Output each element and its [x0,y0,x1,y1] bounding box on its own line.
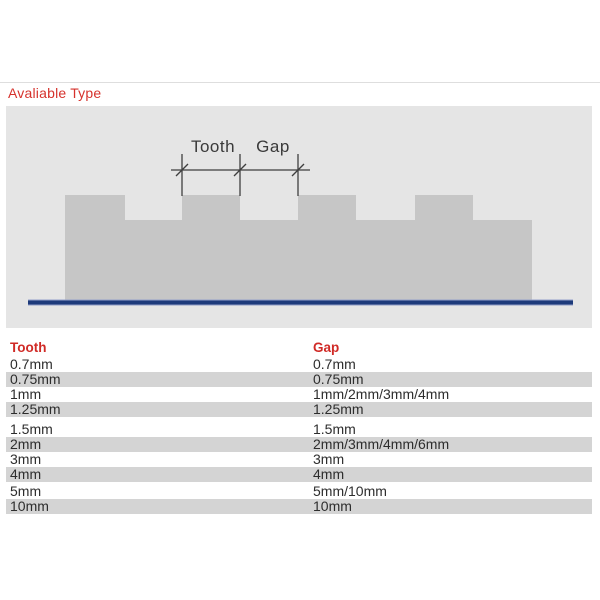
spec-table [6,340,592,514]
tooth-cell: 10mm [10,498,49,514]
tooth-cell: 0.75mm [10,371,61,387]
gap-dimension-label: Gap [256,137,290,156]
table-row [6,372,592,387]
table-header-row [6,340,592,357]
section-title: Avaliable Type [8,85,102,101]
tooth-cell: 2mm [10,436,42,452]
tooth-cell: 5mm [10,483,42,499]
tooth-cell: 0.7mm [10,356,53,372]
baseline-highlight-top [28,300,573,301]
tooth-cell: 1.25mm [10,401,61,417]
tooth-cell: 1.5mm [10,421,53,437]
table-row [6,437,592,452]
diagram-canvas [6,106,592,328]
gap-cell: 1.25mm [313,401,364,417]
tooth-cell: 1mm [10,386,42,402]
gap-cell: 10mm [313,498,352,514]
table-row [6,387,592,402]
table-row [6,452,592,467]
table-row [6,484,592,499]
table-row [6,357,592,372]
gap-cell: 5mm/10mm [313,483,387,499]
gap-column-header: Gap [313,340,340,355]
tooth-gap-diagram [6,106,592,328]
gap-cell: 0.7mm [313,356,356,372]
dimension-lines [171,154,310,196]
toothed-profile-shape [65,195,532,301]
tooth-column-header: Tooth [10,340,47,355]
gap-cell: 4mm [313,466,345,482]
tooth-dimension-label: Tooth [190,137,236,156]
baseline-highlight-bottom [28,305,573,306]
tooth-cell: 3mm [10,451,42,467]
section-divider [0,82,600,83]
gap-cell: 2mm/3mm/4mm/6mm [313,436,450,452]
baseline-bar [28,301,573,305]
gap-cell: 1.5mm [313,421,356,437]
table-row [6,467,592,482]
gap-cell: 3mm [313,451,345,467]
gap-cell: 0.75mm [313,371,364,387]
table-row [6,499,592,514]
gap-cell: 1mm/2mm/3mm/4mm [313,386,450,402]
table-row [6,422,592,437]
table-row [6,402,592,417]
tooth-cell: 4mm [10,466,42,482]
